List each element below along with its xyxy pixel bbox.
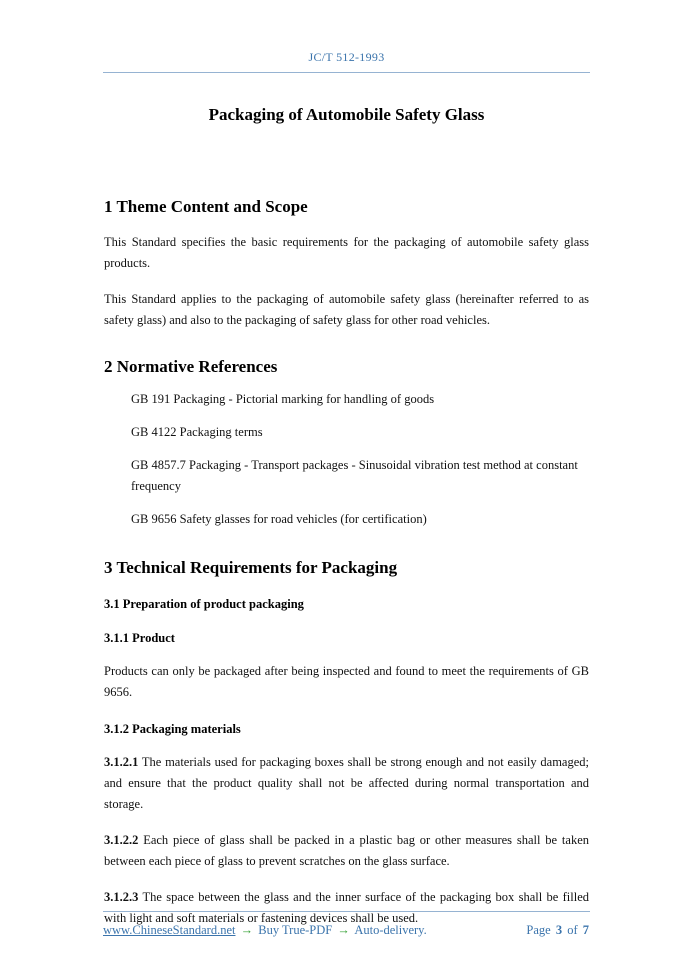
total-pages: 7 <box>582 923 589 937</box>
subsection-3-1-heading: 3.1 Preparation of product packaging <box>104 597 304 611</box>
clause-text: The space between the glass and the inner surface of the packaging box shall be filled with light and soft materials or fastening devices shall be used. <box>104 890 589 925</box>
section-1-heading: 1 Theme Content and Scope <box>104 197 308 216</box>
website-link[interactable]: www.ChineseStandard.net <box>103 923 236 937</box>
page-word: Page <box>526 923 551 937</box>
subsection-3-1-2-heading: 3.1.2 Packaging materials <box>104 722 241 736</box>
section-2-heading: 2 Normative References <box>104 357 278 376</box>
reference-item: GB 191 Packaging - Pictorial marking for handling of goods <box>131 392 435 406</box>
header-divider <box>103 72 590 73</box>
of-word: of <box>567 923 578 937</box>
footer-page-indicator <box>525 923 590 938</box>
section-3-heading: 3 Technical Requirements for Packaging <box>104 558 398 577</box>
clause-paragraph-3-1-2-1 <box>104 752 589 815</box>
clause-number: 3.1.2.3 <box>104 890 139 904</box>
clause-paragraph-3-1-2-2 <box>104 830 589 872</box>
footer-row <box>103 923 590 938</box>
footer-buy-text: Buy True-PDF <box>258 923 333 937</box>
subsection-3-1-1-heading: 3.1.1 Product <box>104 631 175 645</box>
clause-text: Each piece of glass shall be packed in a plastic bag or other measures shall be taken between each piece of glass to prevent scratches on the glass surface. <box>104 833 590 868</box>
reference-item: GB 4122 Packaging terms <box>131 425 263 439</box>
arrow-right-icon: → <box>240 923 254 937</box>
references-list <box>104 389 589 530</box>
arrow-right-icon: → <box>337 923 350 937</box>
page-number: 3 <box>555 923 563 937</box>
header-doc-code: JC/T 512-1993 <box>308 50 385 64</box>
section-1-paragraph-2: This Standard applies to the packaging of automobile safety glass (hereinafter referred to as safety glass) and also to the packaging of safety glass for other road vehicles. <box>104 292 589 327</box>
document-content <box>0 105 693 929</box>
clause-text: The materials used for packaging boxes shall be strong enough and not easily damaged; and ensure that the product quality shall not be affected during normal transportation and storage. <box>104 755 589 811</box>
footer-left <box>103 923 427 938</box>
footer-delivery-text: Auto-delivery. <box>354 923 427 937</box>
page-footer <box>103 911 590 938</box>
clause-number: 3.1.2.2 <box>104 833 139 847</box>
clause-number: 3.1.2.1 <box>104 755 139 769</box>
section-1-paragraph-1: This Standard specifies the basic requirements for the packaging of automobile safety glass products. <box>104 235 589 270</box>
document-title: Packaging of Automobile Safety Glass <box>208 105 485 124</box>
footer-divider <box>103 911 590 912</box>
reference-item: GB 4857.7 Packaging - Transport packages - Sinusoidal vibration test method at constant frequency <box>131 458 578 493</box>
reference-item: GB 9656 Safety glasses for road vehicles (for certification) <box>131 512 427 526</box>
subsection-3-1-1-paragraph: Products can only be packaged after being inspected and found to meet the requirements of GB 9656. <box>104 664 589 699</box>
